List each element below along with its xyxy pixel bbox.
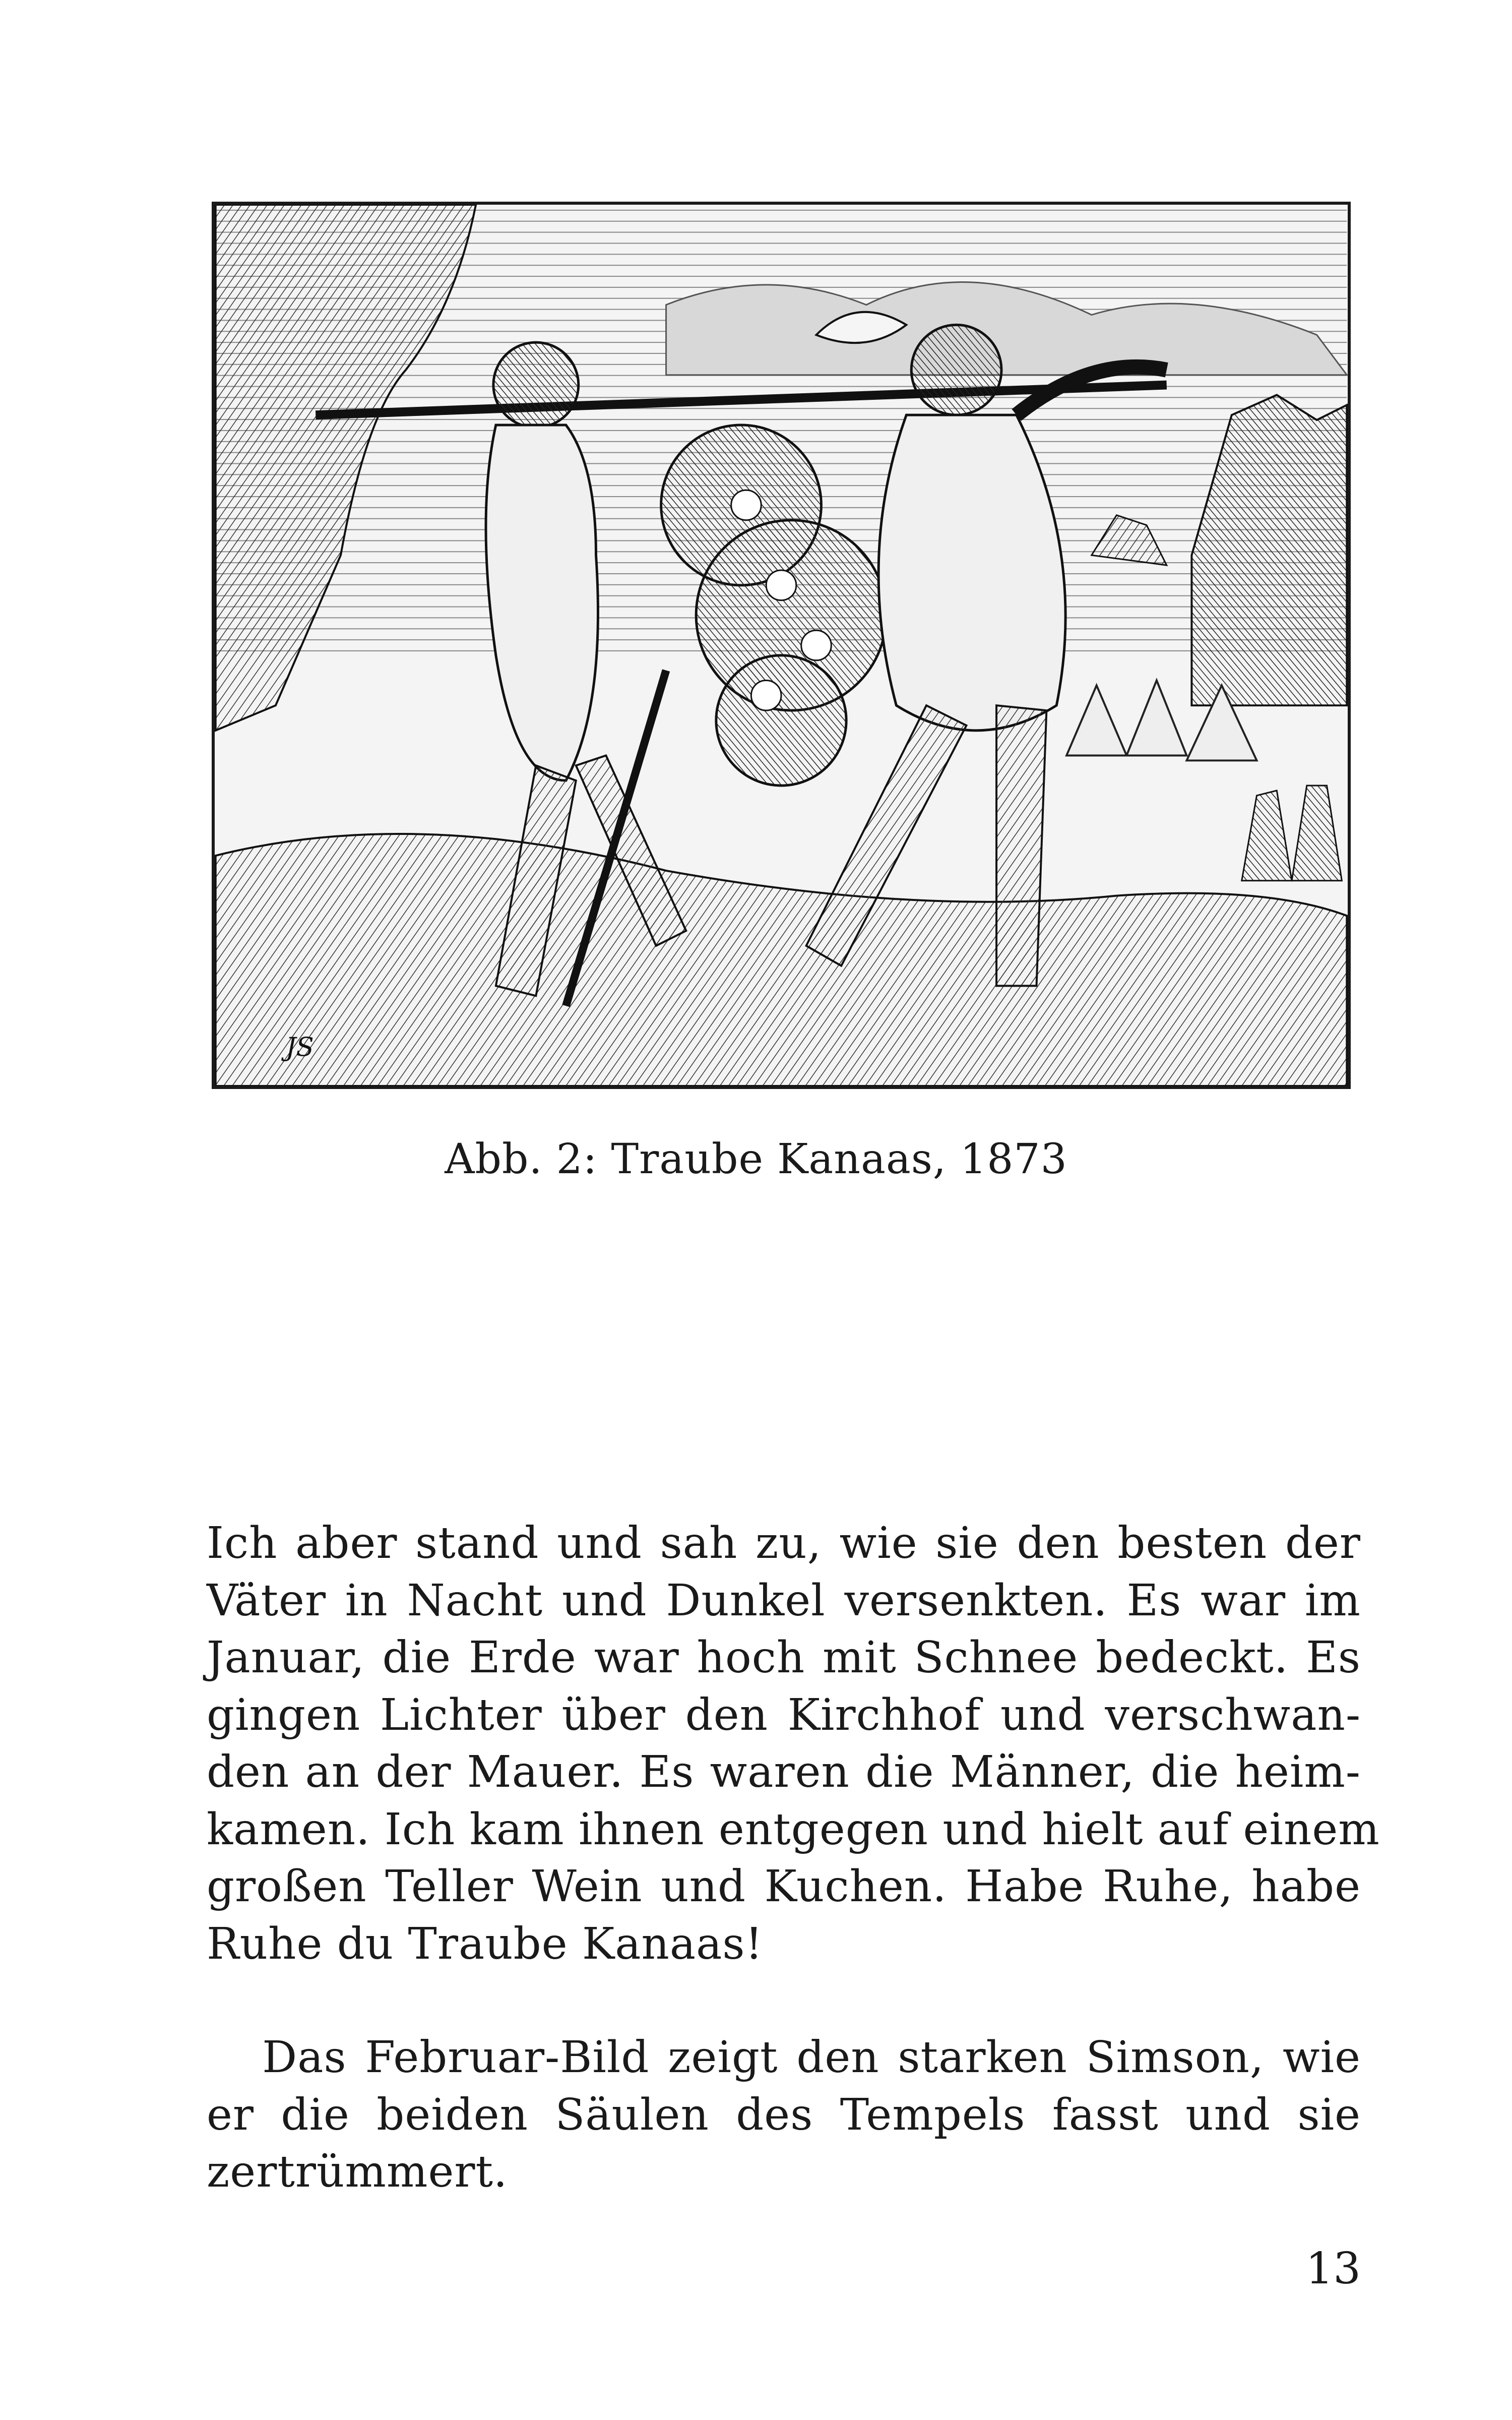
figure-caption: Abb. 2: Traube Kanaas, 1873 [445,1135,1067,1183]
text-line: Ruhe du Traube Kanaas! [207,1918,764,1969]
text-line: Väter in Nacht und Dunkel versenkten. Es war im [207,1575,1361,1626]
engraving-image [215,205,1348,1086]
tent [1066,685,1126,755]
text-line: kamen. Ich kam ihnen entgegen und hielt auf einem [207,1804,1380,1855]
text-line: Ich aber stand und sah zu, wie sie den besten der [207,1518,1361,1568]
text-line: den an der Mauer. Es waren die Männer, die heim- [207,1747,1361,1797]
text-line: Januar, die Erde war hoch mit Schnee bedeckt. Es [207,1632,1361,1683]
distant-figure [1242,791,1292,881]
text-line: gingen Lichter über den Kirchhof und verschwan- [207,1689,1361,1740]
engraving-illustration [212,202,1351,1089]
page-number: 13 [1305,2244,1361,2294]
ground [216,834,1347,1086]
artist-monogram: JS [285,1032,314,1063]
text-line: er die beiden Säulen des Tempels fasst und sie [207,2089,1361,2140]
text-line: Das Februar-Bild zeigt den starken Simson, wie [207,2032,1361,2083]
body-paragraph-2 [207,2029,1361,2201]
text-line: zertrümmert. [207,2147,508,2197]
text-line: großen Teller Wein und Kuchen. Habe Ruhe, habe [207,1861,1361,1912]
body-paragraph-1 [207,1515,1380,1973]
